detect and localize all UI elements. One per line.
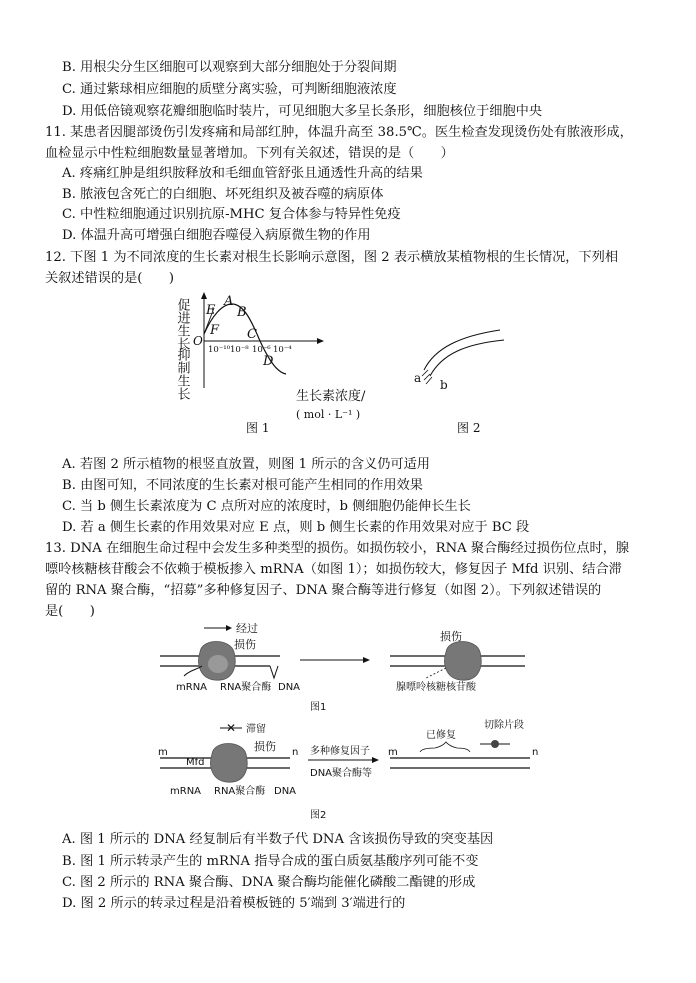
side-b-label: b: [440, 378, 448, 392]
point-d: D: [263, 354, 274, 369]
option-d-q11: D. 体温升高可增强白细胞吞噬侵入病原微生物的作用: [62, 228, 371, 243]
tick-2: 10⁻⁸: [230, 345, 249, 355]
option-d-q13: D. 图 2 所示的转录过程是沿着模板链的 5′端到 3′端进行的: [62, 896, 406, 911]
point-e: E: [206, 303, 216, 318]
option-c-q11: C. 中性粒细胞通过识别抗原-MHC 复合体参与特异性免疫: [62, 207, 401, 222]
damage-label-1: 损伤: [234, 638, 256, 651]
q13-stem-3: 留的 RNA 聚合酶，“招募”多种修复因子、DNA 聚合酶等进行修复（如图 2）。下列叙述错误的: [45, 583, 602, 598]
point-c: C: [247, 327, 257, 342]
figure-1-caption: 图 1: [246, 421, 270, 435]
q13-stem-1: 13. DNA 在细胞生命过程中会发生多种类型的损伤。如损伤较小，RNA 聚合酶经过损伤位点时，腺: [45, 541, 630, 556]
option-a-q12: A. 若图 2 所示植物的根竖直放置，则图 1 所示的含义仍可适用: [62, 457, 430, 472]
repaired-label: 已修复: [426, 730, 456, 741]
mrna-label-1: mRNA: [176, 682, 208, 693]
figure-13: [150, 618, 570, 828]
figure-12: [160, 288, 520, 438]
option-b-q13: B. 图 1 所示转录产生的 mRNA 指导合成的蛋白质氨基酸序列可能不变: [62, 854, 479, 869]
option-b-q11: B. 脓液包含死亡的白细胞、坏死组织及被吞噬的病原体: [62, 187, 384, 202]
y-inhibit-label: 抑制生长: [174, 348, 190, 400]
x-label-2: ( mol · L⁻¹ ): [296, 408, 361, 421]
option-b-q12: B. 由图可知，不同浓度的生长素对根可能产生相同的作用效果: [62, 478, 423, 493]
m-label-1: m: [158, 747, 168, 758]
mrna-label-2: mRNA: [170, 786, 202, 797]
mfd-label: Mfd: [186, 757, 205, 768]
side-a-label: a: [414, 371, 422, 385]
rnapol-label-1: RNA聚合酶: [220, 682, 272, 693]
q13-stem-2: 嘌呤核糖核苷酸会不依赖于模板掺入 mRNA（如图 1）；如损伤较大，修复因子 Mfd 识别、结合滞: [45, 562, 622, 577]
damage-label-2: 损伤: [440, 630, 462, 643]
option-b-q10: B. 用根尖分生区细胞可以观察到大部分细胞处于分裂间期: [62, 60, 397, 75]
n-label-2: n: [532, 747, 539, 758]
figure-13-1-caption: 图1: [310, 702, 327, 713]
n-label-1: n: [292, 747, 299, 758]
factors-label: 多种修复因子: [310, 746, 370, 757]
option-d-q12: D. 若 a 侧生长素的作用效果对应 E 点，则 b 侧生长素的作用效果对应于 BC 段: [62, 520, 530, 535]
option-c-q13: C. 图 2 所示的 RNA 聚合酶、DNA 聚合酶均能催化磷酸二酯键的形成: [62, 875, 476, 890]
option-c-q10: C. 通过紫球相应细胞的质壁分离实验，可判断细胞液浓度: [62, 82, 397, 97]
adenine-label: 腺嘌呤核糖核苷酸: [396, 682, 476, 693]
q11-stem-1: 11. 某患者因腿部烫伤引发疼痛和局部红肿，体温升高至 38.5℃。医生检查发现烫伤处有脓液形成，: [45, 125, 633, 140]
point-b: B: [237, 305, 247, 320]
rnapol-label-2: RNA聚合酶: [214, 786, 266, 797]
option-a-q11: A. 疼痛红肿是组织胺释放和毛细血管舒张且通透性升高的结果: [62, 166, 423, 181]
m-label-2: m: [388, 747, 398, 758]
point-a: A: [224, 294, 234, 309]
tick-1: 10⁻¹⁰: [208, 345, 231, 355]
tick-4: 10⁻⁴: [273, 345, 292, 355]
pass-label: 经过: [236, 622, 258, 635]
option-a-q13: A. 图 1 所示的 DNA 经复制后有半数子代 DNA 含该损伤导致的突变基因: [62, 832, 494, 847]
damage-label-3: 损伤: [254, 740, 276, 753]
q12-stem-2: 关叙述错误的是( ): [45, 271, 174, 286]
figure-13-2-caption: 图2: [310, 810, 327, 821]
dnapol-label: DNA聚合酶等: [310, 768, 373, 779]
dna-label-1: DNA: [278, 682, 301, 693]
stall-x: ✕: [226, 721, 237, 735]
y-promote-label: 促进生长: [174, 298, 190, 350]
q12-stem-1: 12. 下图 1 为不同浓度的生长素对根生长影响示意图，图 2 表示横放某植物根的生长情况，下列相: [45, 250, 619, 265]
figure-2-caption: 图 2: [457, 421, 481, 435]
point-f: F: [210, 323, 220, 338]
excise-label: 切除片段: [484, 720, 524, 731]
q11-stem-2: 血检显示中性粒细胞数量显著增加。下列有关叙述，错误的是（ ）: [45, 146, 454, 161]
tick-3: 10⁻⁶: [252, 345, 271, 355]
option-c-q12: C. 当 b 侧生长素浓度为 C 点所对应的浓度时，b 侧细胞仍能伸长生长: [62, 499, 471, 514]
q13-stem-4: 是( ): [45, 604, 95, 619]
stall-label: 滞留: [246, 724, 266, 735]
dna-label-2: DNA: [274, 786, 297, 797]
option-d-q10: D. 用低倍镜观察花瓣细胞临时装片，可见细胞大多呈长条形，细胞核位于细胞中央: [62, 104, 543, 119]
x-label-1: 生长素浓度/: [296, 389, 366, 404]
origin-label: O: [193, 334, 203, 348]
